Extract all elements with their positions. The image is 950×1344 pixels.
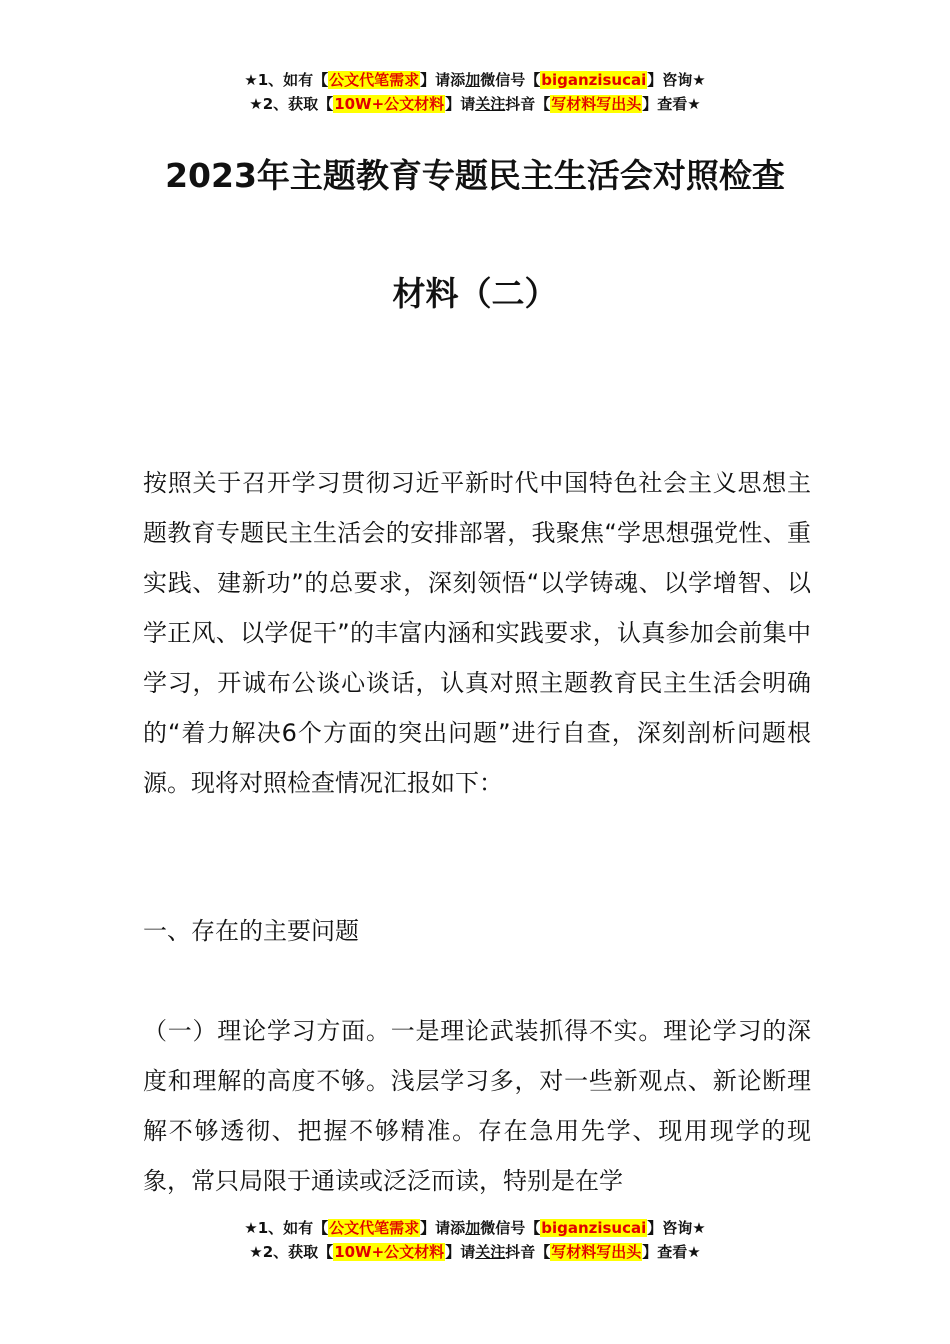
footer-banner xyxy=(0,1216,950,1264)
intro-paragraph: 按照关于召开学习贯彻习近平新时代中国特色社会主义思想主题教育专题民主生活会的安排部署，我聚焦“学思想强党性、重实践、建新功”的总要求，深刻领悟“以学铸魂、以学增智、以学正风、以学促干”的丰富内涵和实践要求，认真参加会前集中学习，开诚布公谈心谈话，认真对照主题教育民主生活会明确的“着力解决6个方面的突出问题”进行自查，深刻剖析问题根源。现将对照检查情况汇报如下： xyxy=(143,469,811,797)
banner-highlight-wechat: biganzisucai xyxy=(541,71,647,89)
banner-line-2: ★2、获取【10W+公文材料】请关注抖音【写材料写出头】查看★ xyxy=(249,95,701,113)
footer-highlight-service: 公文代笔需求 xyxy=(329,1219,420,1237)
banner-highlight-douyin: 写材料写出头 xyxy=(551,95,642,113)
banner-highlight-materials: 10W+公文材料 xyxy=(334,95,445,113)
footer-banner-line-2: ★2、获取【10W+公文材料】请关注抖音【写材料写出头】查看★ xyxy=(249,1243,701,1261)
footer-highlight-douyin: 写材料写出头 xyxy=(551,1243,642,1261)
document-title-line-2: 材料（二） xyxy=(392,274,558,313)
footer-banner-line-1: ★1、如有【公文代笔需求】请添加微信号【biganzisucai】咨询★ xyxy=(244,1219,706,1237)
footer-highlight-wechat: biganzisucai xyxy=(541,1219,647,1237)
banner-line-1: ★1、如有【公文代笔需求】请添加微信号【biganzisucai】咨询★ xyxy=(244,71,706,89)
header-banner xyxy=(0,68,950,116)
body-paragraph: （一）理论学习方面。一是理论武装抓得不实。理论学习的深度和理解的高度不够。浅层学习多，对一些新观点、新论断理解不够透彻、把握不够精准。存在急用先学、现用现学的现象，常只局限于通读或泛泛而读，特别是在学 xyxy=(143,1017,811,1195)
document-title-line-1: 2023年主题教育专题民主生活会对照检查 xyxy=(165,156,785,195)
banner-highlight-service: 公文代笔需求 xyxy=(329,71,420,89)
footer-highlight-materials: 10W+公文材料 xyxy=(334,1243,445,1261)
section-heading: 一、存在的主要问题 xyxy=(143,917,359,945)
